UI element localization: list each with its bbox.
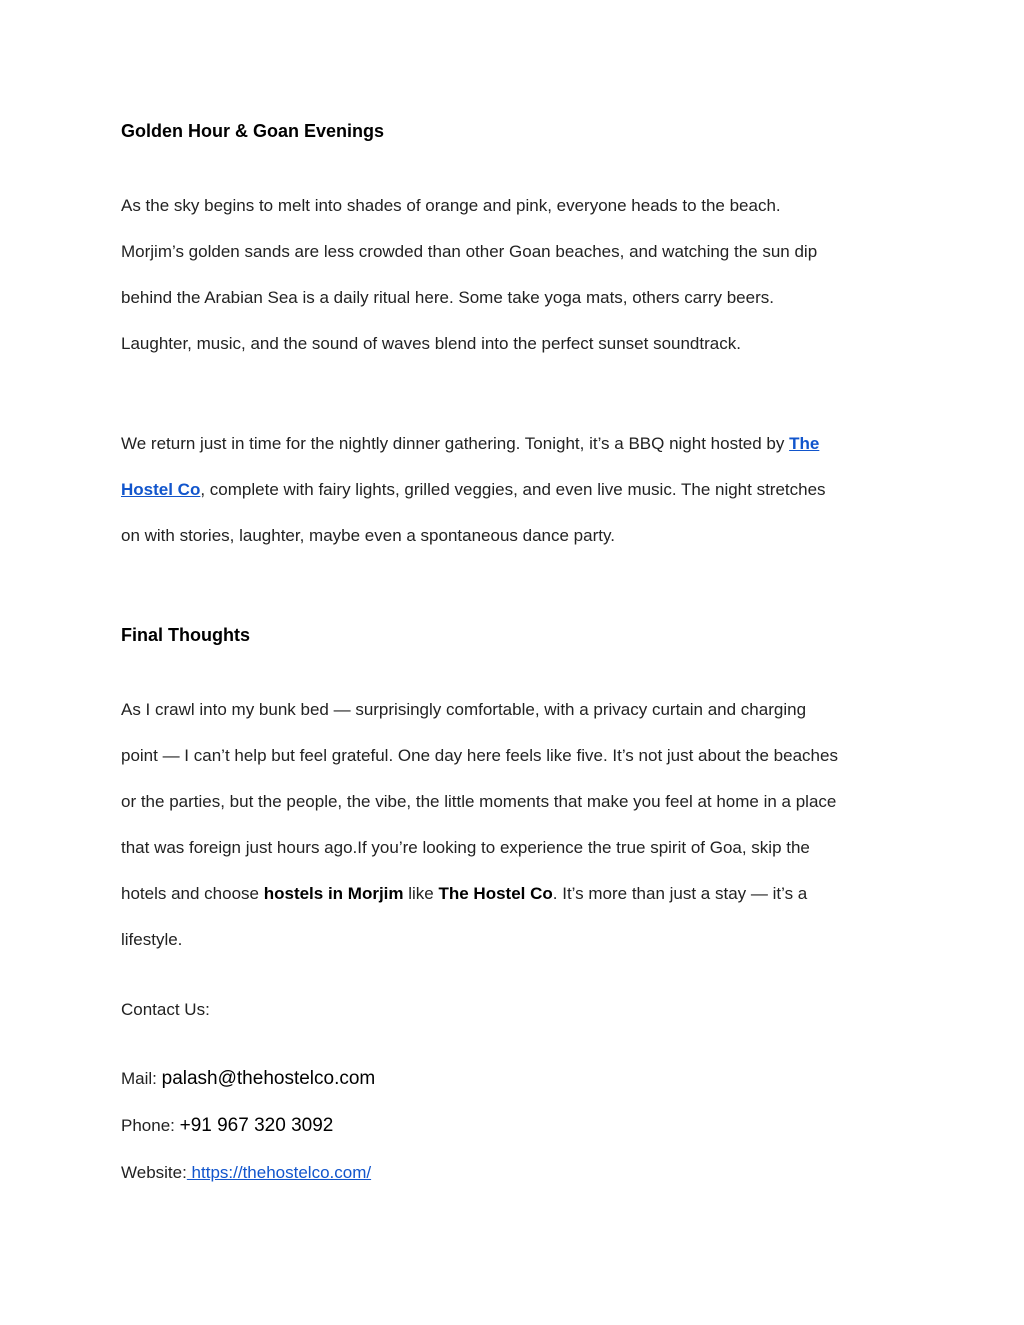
paragraph-line: As I crawl into my bunk bed — surprisingly comfortable, with a privacy curtain and charging [121, 700, 807, 719]
contact-website [121, 1163, 371, 1183]
paragraph-line: Laughter, music, and the sound of waves blend into the perfect sunset soundtrack. [121, 334, 741, 353]
phone-label: Phone: [121, 1116, 180, 1135]
paragraph-text: . It’s more than just a stay — it’s a [552, 884, 808, 903]
phone-value: +91 967 320 3092 [179, 1115, 334, 1136]
paragraph-line: As the sky begins to melt into shades of orange and pink, everyone heads to the beach. [121, 196, 781, 215]
paragraph-line: behind the Arabian Sea is a daily ritual here. Some take yoga mats, others carry beers. [121, 288, 774, 307]
paragraph-text: hotels and choose [121, 884, 264, 903]
hostel-co-link[interactable]: The [789, 434, 820, 453]
paragraph-line: or the parties, but the people, the vibe, the little moments that make you feel at home in a place [121, 792, 837, 811]
paragraph-line: lifestyle. [121, 930, 183, 949]
paragraph-text: like [403, 884, 439, 903]
contact-phone [121, 1115, 333, 1137]
bold-keyword: hostels in Morjim [263, 884, 404, 903]
website-label: Website: [121, 1163, 187, 1182]
mail-value: palash@thehostelco.com [161, 1068, 376, 1089]
contact-mail [121, 1068, 375, 1090]
paragraph-line: that was foreign just hours ago.If you’re looking to experience the true spirit of Goa, skip the [121, 838, 810, 857]
bold-brand-name: The Hostel Co [438, 884, 553, 903]
hostel-co-link[interactable]: Hostel Co [121, 480, 201, 499]
contact-title: Contact Us: [121, 1000, 210, 1019]
paragraph-line [121, 480, 826, 500]
paragraph-line [121, 434, 819, 454]
website-link[interactable]: https://thehostelco.com/ [186, 1163, 372, 1182]
section-heading-golden-hour: Golden Hour & Goan Evenings [121, 121, 385, 141]
mail-label: Mail: [121, 1069, 162, 1088]
paragraph-text: We return just in time for the nightly dinner gathering. Tonight, it’s a BBQ night hosted by [121, 434, 790, 453]
paragraph-line: point — I can’t help but feel grateful. One day here feels like five. It’s not just about the beaches [121, 746, 838, 765]
paragraph-text: , complete with fairy lights, grilled veggies, and even live music. The night stretches [200, 480, 826, 499]
paragraph-line: Morjim’s golden sands are less crowded than other Goan beaches, and watching the sun dip [121, 242, 818, 261]
paragraph-line: on with stories, laughter, maybe even a spontaneous dance party. [121, 526, 615, 545]
paragraph-line [121, 884, 807, 904]
section-heading-final-thoughts: Final Thoughts [121, 625, 250, 645]
